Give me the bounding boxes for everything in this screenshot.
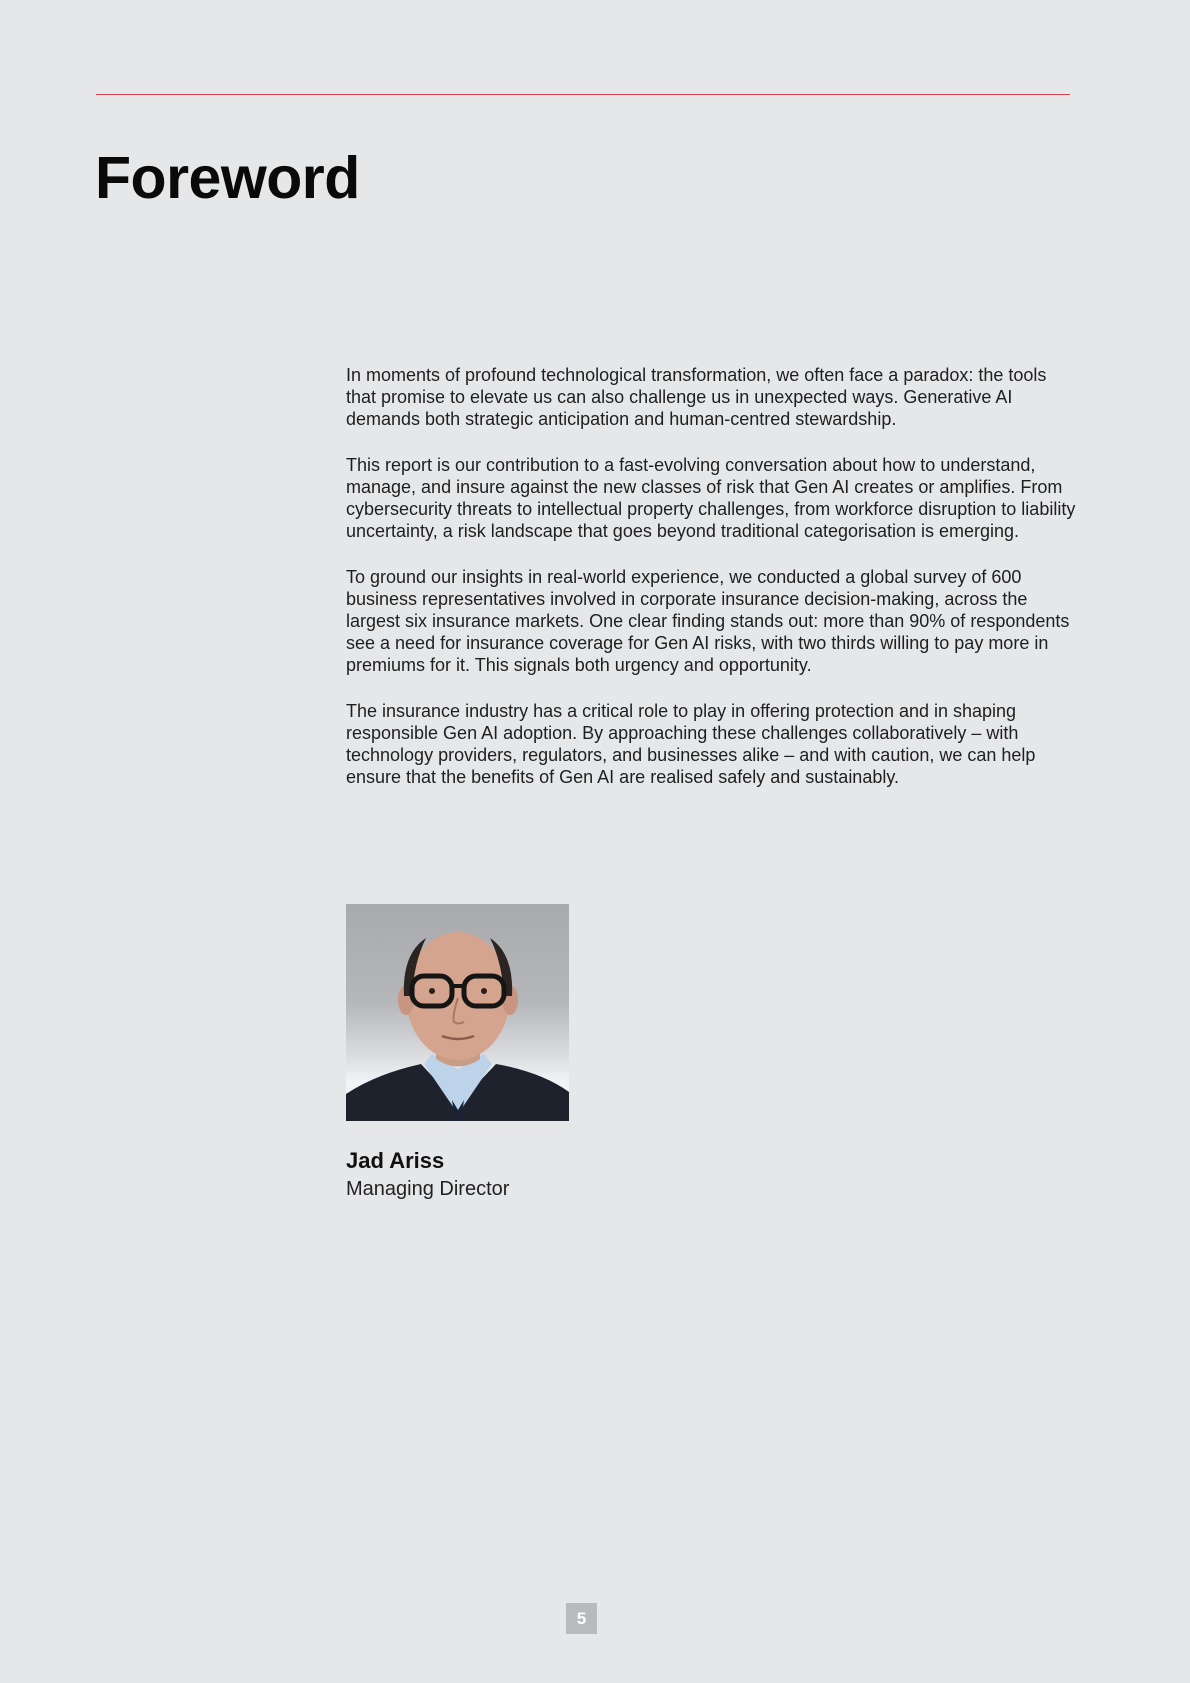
paragraph-4: The insurance industry has a critical role to play in offering protection and in shaping responsible Gen AI adoption. By approaching these challenges collaboratively – with technology providers, regulators, and businesses alike – and with caution, we can help ensure that the benefits of Gen AI are realised safely and sustainably.: [346, 701, 1036, 787]
page-title: Foreword: [95, 145, 360, 211]
paragraph-1: In moments of profound technological transformation, we often face a paradox: the tools that promise to elevate us can also challenge us in unexpected ways. Generative AI demands both strategic anticipation and human-centred stewardship.: [346, 365, 1047, 429]
paragraph-3: To ground our insights in real-world experience, we conducted a global survey of 600 business representatives involved in corporate insurance decision-making, across the largest six insurance markets. One clear finding stands out: more than 90% of respondents see a need for insurance coverage for Gen AI risks, with two thirds willing to pay more in premiums for it. This signals both urgency and opportunity.: [346, 567, 1070, 675]
paragraph-2: This report is our contribution to a fast-evolving conversation about how to understand, manage, and insure against the new classes of risk that Gen AI creates or amplifies. From cybersecurity threats to intellectual property challenges, from workforce disruption to liability uncertainty, a risk landscape that goes beyond traditional categorisation is emerging.: [346, 455, 1076, 541]
header-rule: [96, 94, 1070, 95]
foreword-body: [346, 364, 1076, 812]
signer-name: Jad Ariss: [346, 1148, 445, 1173]
signer-portrait: [346, 904, 569, 1121]
signer-role: Managing Director: [346, 1178, 510, 1200]
page-number: 5: [566, 1603, 597, 1634]
